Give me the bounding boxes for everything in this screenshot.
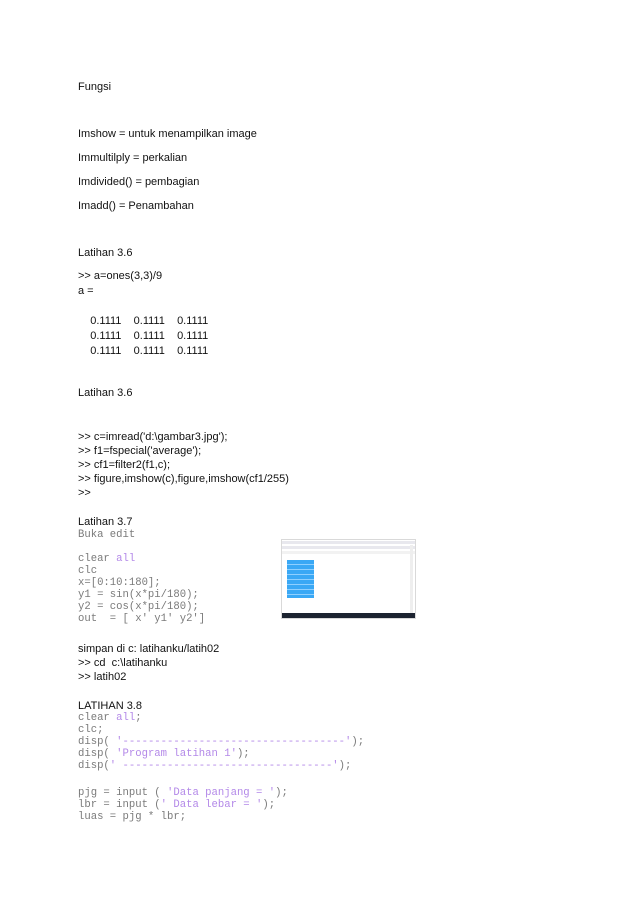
code-line [78,761,351,773]
code-keyword: clear [78,712,117,724]
latihan-37-title: Latihan 3.7 [78,516,133,528]
matrix-row: 0.1111 0.1111 0.1111 [78,345,209,357]
thumb-taskbar [282,613,415,618]
code-line: Buka edit [78,529,136,541]
thumb-scrollbar [410,545,413,613]
function-imadd: Imadd() = Penambahan [78,200,194,212]
text-line: simpan di c: latihanku/latih02 [78,643,220,655]
latihan-38-title: LATIHAN 3.8 [78,700,142,712]
command-line: >> [78,487,91,499]
code-string: ' Data lebar = ' [160,799,263,811]
thumb-title-bar [282,541,415,544]
code-punct: ); [338,760,352,772]
function-imdivided: Imdivided() = pembagian [78,176,200,188]
function-imshow: Imshow = untuk menampilkan image [78,128,257,140]
command-line: a = [78,285,94,297]
code-punct: ); [275,787,288,799]
thumb-toolbar [282,546,415,549]
code-keyword-arg: all [116,712,136,724]
code-fn: disp( [78,736,117,748]
matrix-row: 0.1111 0.1111 0.1111 [78,330,209,342]
code-line: y1 = sin(x*pi/180); [78,589,199,601]
latihan-36-title: Latihan 3.6 [78,247,133,259]
code-punct: ); [262,799,276,811]
command-line: >> figure,imshow(c),figure,imshow(cf1/255) [78,473,289,485]
code-string: 'Program latihan 1' [116,748,237,760]
code-fn: lbr = input ( [78,799,161,811]
matrix-row: 0.1111 0.1111 0.1111 [78,315,209,327]
thumb-address-bar [282,551,415,554]
command-line: >> f1=fspecial('average'); [78,445,202,457]
code-line: y2 = cos(x*pi/180); [78,601,199,613]
command-line: >> cf1=filter2(f1,c); [78,459,171,471]
command-line: >> a=ones(3,3)/9 [78,270,163,282]
heading-fungsi: Fungsi [78,81,112,93]
code-line: out = [ x' y1' y2'] [78,613,206,625]
code-line: luas = pjg * lbr; [78,811,187,823]
code-keyword: clear [78,553,110,565]
thumb-data-table [287,560,314,598]
function-immultiply: Immultilply = perkalian [78,152,188,164]
code-punct: ); [351,736,365,748]
command-line: >> c=imread('d:\gambar3.jpg'); [78,431,228,443]
command-line: >> cd c:\latihanku [78,657,168,669]
code-string: '-----------------------------------' [116,736,352,748]
matlab-screenshot-thumbnail [281,539,416,619]
code-string: 'Data panjang = ' [167,787,276,799]
code-fn: disp( [78,748,117,760]
code-line: clc [78,565,98,577]
code-punct: ; [135,712,142,724]
code-line: clc; [78,724,104,736]
code-keyword-arg: all [109,553,136,565]
code-string: ' ---------------------------------' [109,760,339,772]
code-fn: pjg = input ( [78,787,168,799]
latihan-36b-title: Latihan 3.6 [78,387,133,399]
code-punct: ); [236,748,250,760]
code-line: x=[0:10:180]; [78,577,161,589]
code-fn: disp( [78,760,110,772]
command-line: >> latih02 [78,671,127,683]
